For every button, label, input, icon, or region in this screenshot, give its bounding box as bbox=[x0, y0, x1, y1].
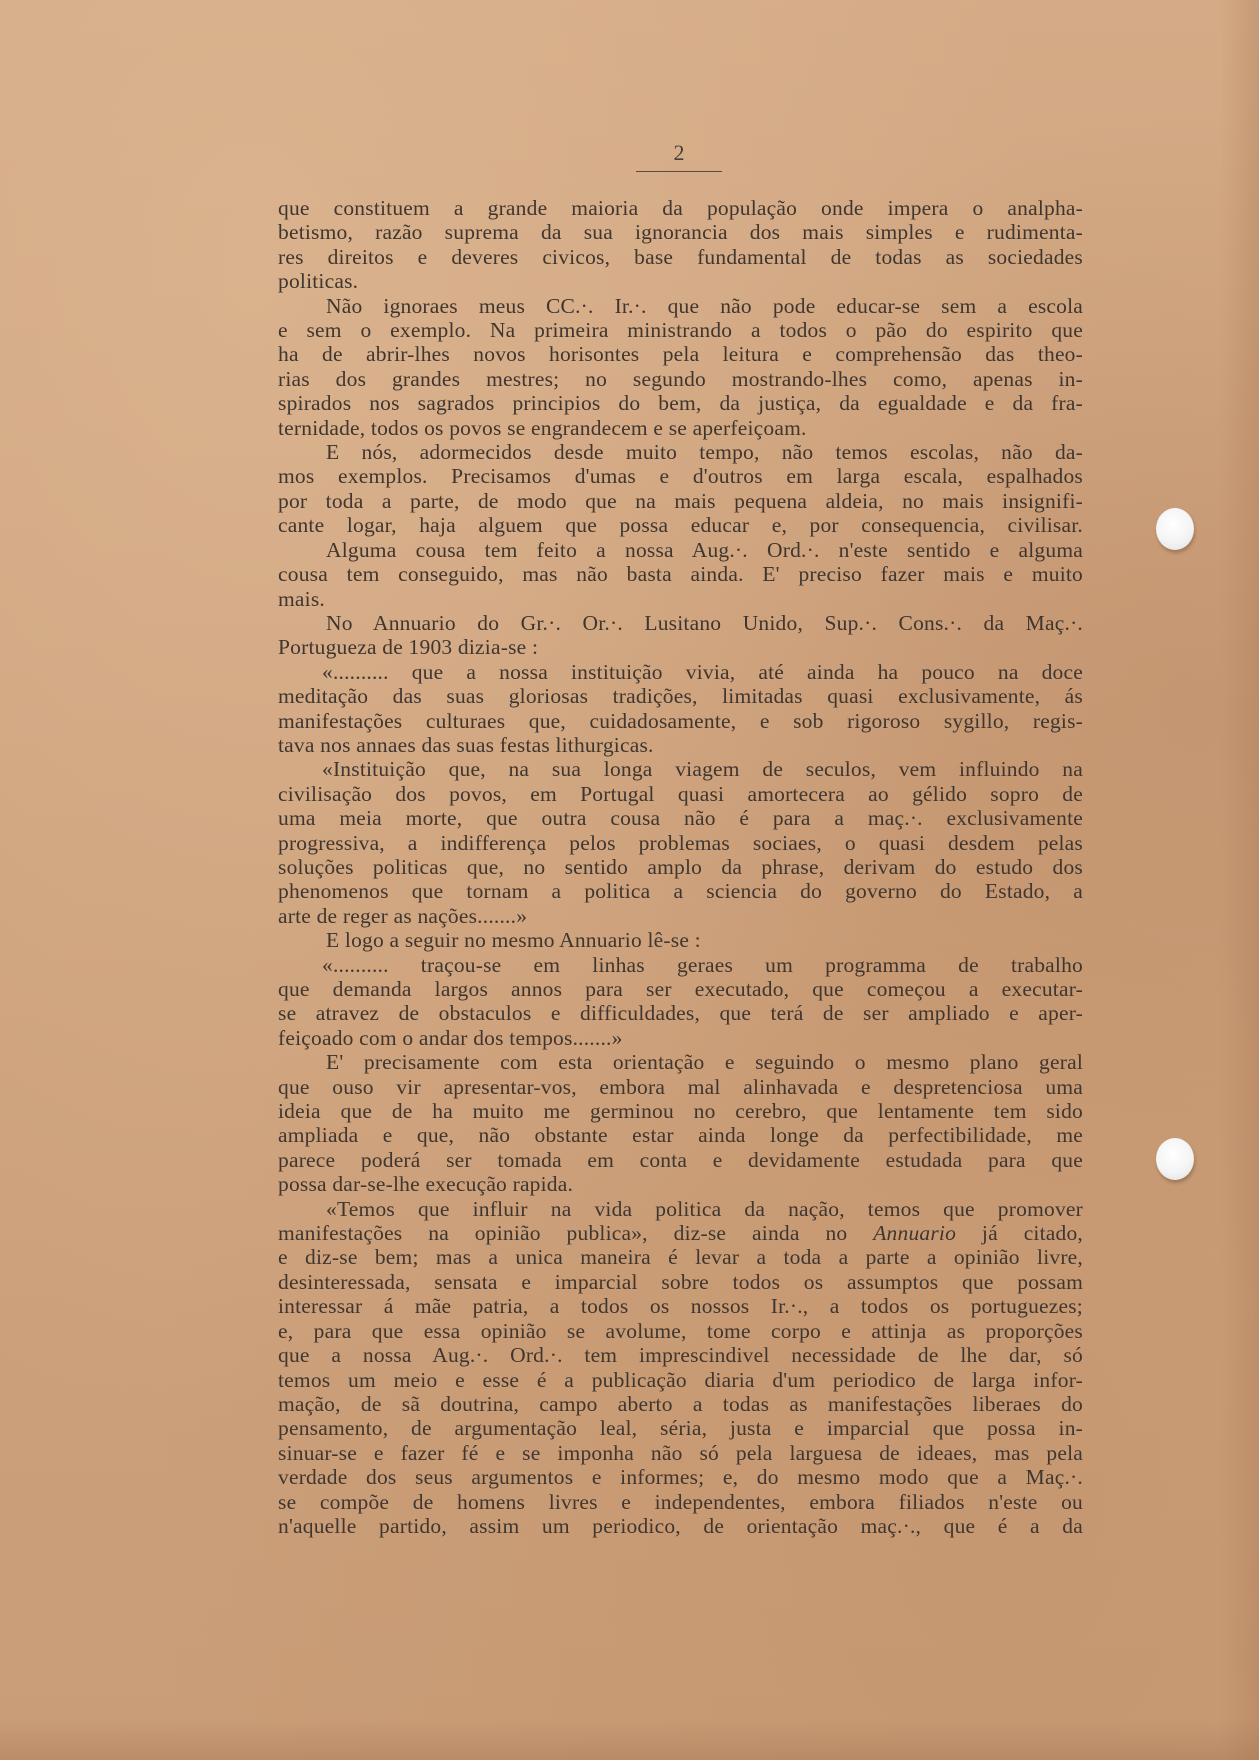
text-line: arte de reger as nações.......» bbox=[278, 903, 528, 928]
text-line: n'aquelle partido, assim um periodico, de orientação maç.·., que é a da bbox=[278, 1513, 1083, 1538]
text-line: cousa tem conseguido, mas não basta ainda. E' preciso fazer mais e muito bbox=[278, 562, 1083, 587]
text-line: Não ignoraes meus CC.·. Ir.·. que não pode educar-se sem a escola bbox=[326, 293, 1083, 318]
text-line: meditação das suas gloriosas tradições, limitadas quasi exclusivamente, ás bbox=[278, 684, 1083, 709]
text-line: que constituem a grande maioria da população onde impera o analpha- bbox=[278, 196, 1083, 220]
text-line: Portugueza de 1903 dizia-se : bbox=[278, 635, 539, 660]
text-line: E logo a seguir no mesmo Annuario lê-se : bbox=[326, 928, 701, 953]
text-line: «Instituição que, na sua longa viagem de seculos, vem influindo na bbox=[322, 757, 1083, 782]
text-line: «.......... traçou-se em linhas geraes um programma de trabalho bbox=[322, 952, 1083, 977]
text-line: rias dos grandes mestres; no segundo mostrando-lhes como, apenas in- bbox=[278, 366, 1083, 391]
text-line: civilisação dos povos, em Portugal quasi amortecera ao gélido sopro de bbox=[278, 781, 1083, 806]
text-line: sinuar-se e fazer fé e se imponha não só pela larguesa de ideaes, mas pela bbox=[278, 1440, 1083, 1465]
text-line: possa dar-se-lhe execução rapida. bbox=[278, 1172, 574, 1197]
text-line: manifestações na opinião publica», diz-se ainda no Annuario já citado, bbox=[278, 1221, 1084, 1246]
text-line: se atravez de obstaculos e difficuldades, que terá de ser ampliado e aper- bbox=[278, 1001, 1083, 1026]
text-line: phenomenos que tornam a politica a sciencia do governo do Estado, a bbox=[278, 879, 1083, 904]
text-line: feiçoado com o andar dos tempos.......» bbox=[278, 1025, 623, 1050]
text-line: e diz-se bem; mas a unica maneira é levar a toda a parte a opinião livre, bbox=[278, 1245, 1083, 1270]
text-line: ha de abrir-lhes novos horisontes pela leitura e comprehensão das theo- bbox=[278, 342, 1083, 367]
text-line: uma meia morte, que outra cousa não é para a maç.·. exclusivamente bbox=[278, 806, 1083, 831]
punch-hole-lower bbox=[1156, 1138, 1194, 1180]
text-line: E' precisamente com esta orientação e seguindo o mesmo plano geral bbox=[326, 1050, 1083, 1075]
text-line: res direitos e deveres civicos, base fundamental de todas as sociedades bbox=[278, 244, 1083, 269]
text-line: betismo, razão suprema da sua ignorancia dos mais simples e rudimenta- bbox=[278, 220, 1083, 245]
text-line: Alguma cousa tem feito a nossa Aug.·. Ord.·. n'este sentido e alguma bbox=[326, 537, 1083, 562]
text-line: manifestações culturaes que, cuidadosamente, e sob rigoroso sygillo, regis- bbox=[278, 708, 1083, 733]
text-line: E nós, adormecidos desde muito tempo, não temos escolas, não da- bbox=[326, 440, 1083, 465]
text-line: pensamento, de argumentação leal, séria, justa e imparcial que possa in- bbox=[278, 1416, 1083, 1441]
text-line: temos um meio e esse é a publicação diaria d'um periodico de larga infor- bbox=[278, 1367, 1083, 1392]
text-line: No Annuario do Gr.·. Or.·. Lusitano Unido, Sup.·. Cons.·. da Maç.·. bbox=[326, 610, 1083, 635]
text-line: que a nossa Aug.·. Ord.·. tem imprescindivel necessidade de lhe dar, só bbox=[278, 1343, 1083, 1368]
text-line: ternidade, todos os povos se engrandecem e se aperfeiçoam. bbox=[278, 415, 807, 440]
text-line: politicas. bbox=[278, 269, 359, 294]
text-line: e sem o exemplo. Na primeira ministrando a todos o pão do espirito que bbox=[278, 318, 1083, 343]
text-line: soluções politicas que, no sentido amplo da phrase, derivam do estudo dos bbox=[278, 854, 1083, 879]
text-line: ampliada e que, não obstante estar ainda longe da perfectibilidade, me bbox=[278, 1123, 1083, 1148]
punch-hole-upper bbox=[1156, 508, 1194, 550]
text-line: que ouso vir apresentar-vos, embora mal alinhavada e despretenciosa uma bbox=[278, 1074, 1083, 1099]
text-line: mos exemplos. Precisamos d'umas e d'outros em larga escala, espalhados bbox=[278, 464, 1083, 489]
page-number-rule bbox=[636, 171, 722, 172]
text-line: parece poderá ser tomada em conta e devidamente estudada para que bbox=[278, 1147, 1083, 1172]
text-line: desinteressada, sensata e imparcial sobre todos os assumptos que possam bbox=[278, 1269, 1083, 1294]
text-line: mação, de sã doutrina, campo aberto a todas as manifestações liberaes do bbox=[278, 1391, 1083, 1416]
text-line: tava nos annaes das suas festas lithurgicas. bbox=[278, 732, 654, 757]
italic-title: Annuario bbox=[873, 1221, 957, 1246]
text-line: se compõe de homens livres e independentes, embora filiados n'este ou bbox=[278, 1489, 1083, 1514]
text-line: «.......... que a nossa instituição vivia, até ainda ha pouco na doce bbox=[322, 659, 1083, 684]
text-line: por toda a parte, de modo que na mais pequena aldeia, no mais insignifi- bbox=[278, 488, 1083, 513]
text-line: interessar á mãe patria, a todos os nossos Ir.·., a todos os portuguezes; bbox=[278, 1294, 1083, 1319]
text-line: cante logar, haja alguem que possa educar e, por consequencia, civilisar. bbox=[278, 513, 1083, 538]
text-line: progressiva, a indifferença pelos problemas sociaes, o quasi desdem pelas bbox=[278, 830, 1083, 855]
text-line: spirados nos sagrados principios do bem, da justiça, da egualdade e da fra- bbox=[278, 391, 1083, 416]
text-line: e, para que essa opinião se avolume, tome corpo e attinja as proporções bbox=[278, 1318, 1083, 1343]
text-line: que demanda largos annos para ser executado, que começou a executar- bbox=[278, 977, 1083, 1001]
text-line: ideia que de ha muito me germinou no cerebro, que lentamente tem sido bbox=[278, 1099, 1083, 1124]
text-line: verdade dos seus argumentos e informes; e, do mesmo modo que a Maç.·. bbox=[278, 1465, 1083, 1490]
text-line: mais. bbox=[278, 586, 325, 611]
text-line: «Temos que influir na vida politica da nação, temos que promover bbox=[326, 1196, 1083, 1221]
paper-edge-shadow-bottom bbox=[0, 1720, 1259, 1760]
paper-edge-shadow-right bbox=[1219, 0, 1259, 1760]
page-number: 2 bbox=[673, 140, 685, 165]
body-text bbox=[278, 196, 1083, 1538]
